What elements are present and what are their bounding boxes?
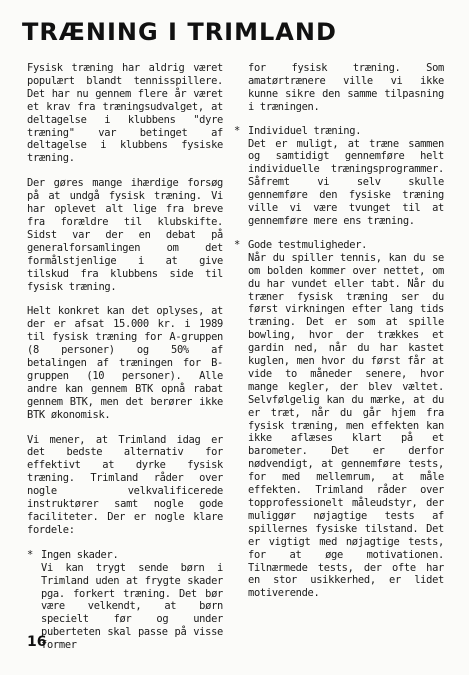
bullet-body: Det er muligt, at træne sammen og samtidigt gennemføre helt individuelle træningsprogrammer. Såfremt vi selv skulle gennemføre den fysiske træning ville vi være tvunget til at gennemføre mere ens træning. [248, 137, 444, 227]
continued-paragraph: for fysisk træning. Som amatørtrænere ville vi ikke kunne sikre den samme tilpasning i træningen. [248, 62, 444, 113]
asterisk-bullet-icon: * [234, 238, 240, 251]
paragraph: Der gøres mange ihærdige forsøg på at undgå fysisk træning. Vi har oplevet alt lige fra breve fra forældre til klubskifte. Sidst var der en debat på generalforsamlingen om det formålstjenlige i at give tilskud fra klubbens side til fysisk træning. [27, 177, 223, 293]
bullet-heading: Individuel træning. [248, 124, 362, 137]
asterisk-bullet-icon: * [234, 124, 240, 137]
left-column [27, 62, 223, 663]
paragraph: Helt konkret kan det oplyses, at der er afsat 15.000 kr. i 1989 til fysisk træning for A-gruppen (8 personer) og 50% af betalingen af træningen for B-gruppen (10 personer). Alle andre kan gennem BTK opnå rabat gennem BTK, men det berører ikke BTK økonomisk. [27, 305, 223, 421]
right-column [234, 62, 444, 611]
article-title: TRÆNING I TRIMLAND [22, 18, 337, 46]
bullet-heading: Ingen skader. [41, 548, 119, 561]
bullet-item [234, 125, 444, 228]
asterisk-bullet-icon: * [27, 548, 33, 561]
paragraph: Fysisk træning har aldrig været populært blandt tennisspillere. Det har nu gennem flere år været et krav fra træningsudvalget, at deltagelse i klubbens "dyre træning" var betinget af deltagelse i klubbens fysiske træning. [27, 62, 223, 165]
bullet-heading: Gode testmuligheder. [248, 238, 368, 251]
bullet-item [234, 239, 444, 600]
paragraph: Vi mener, at Trimland idag er det bedste alternativ for effektivt at dyrke fysisk træning. Trimland råder over nogle velkvalificerede instruktører samt nogle gode faciliteter. Der er nogle klare fordele: [27, 433, 223, 536]
bullet-body: Når du spiller tennis, kan du se om bolden kommer over nettet, om du har vundet eller tabt. Når du træner fysisk træning ser du først virkningen efter lang tids træning. Det er som at spille bowling, hvor der trækkes et gardin ned, når du har kastet kuglen, men hvor du først får at vide to måneder senere, hvor mange kegler, der blev væltet. Selvfølgelig kan du mærke, at du er træt, når du går hjem fra fysisk træning, men effekten kan ikke aflæses klart på et barometer. Det er derfor nødvendigt, at gennemføre tests, for med mellemrum, at måle effekten. Trimland råder over topprofessionelt måleudstyr, der muliggør nøjagtige tests af spillernes fysiske tilstand. Det er vigtigt med nøjagtige tests, for at øge motivationen. Tilnærmede tests, der ofte har en stor usikkerhed, er lidet motiverende. [248, 251, 444, 600]
page-number: 16 [27, 634, 47, 650]
bullet-item [27, 549, 223, 652]
bullet-body: Vi kan trygt sende børn i Trimland uden at frygte skader pga. forkert træning. Det bør være velkendt, at børn specielt før og under puberteten skal passe på visse former [41, 561, 223, 652]
